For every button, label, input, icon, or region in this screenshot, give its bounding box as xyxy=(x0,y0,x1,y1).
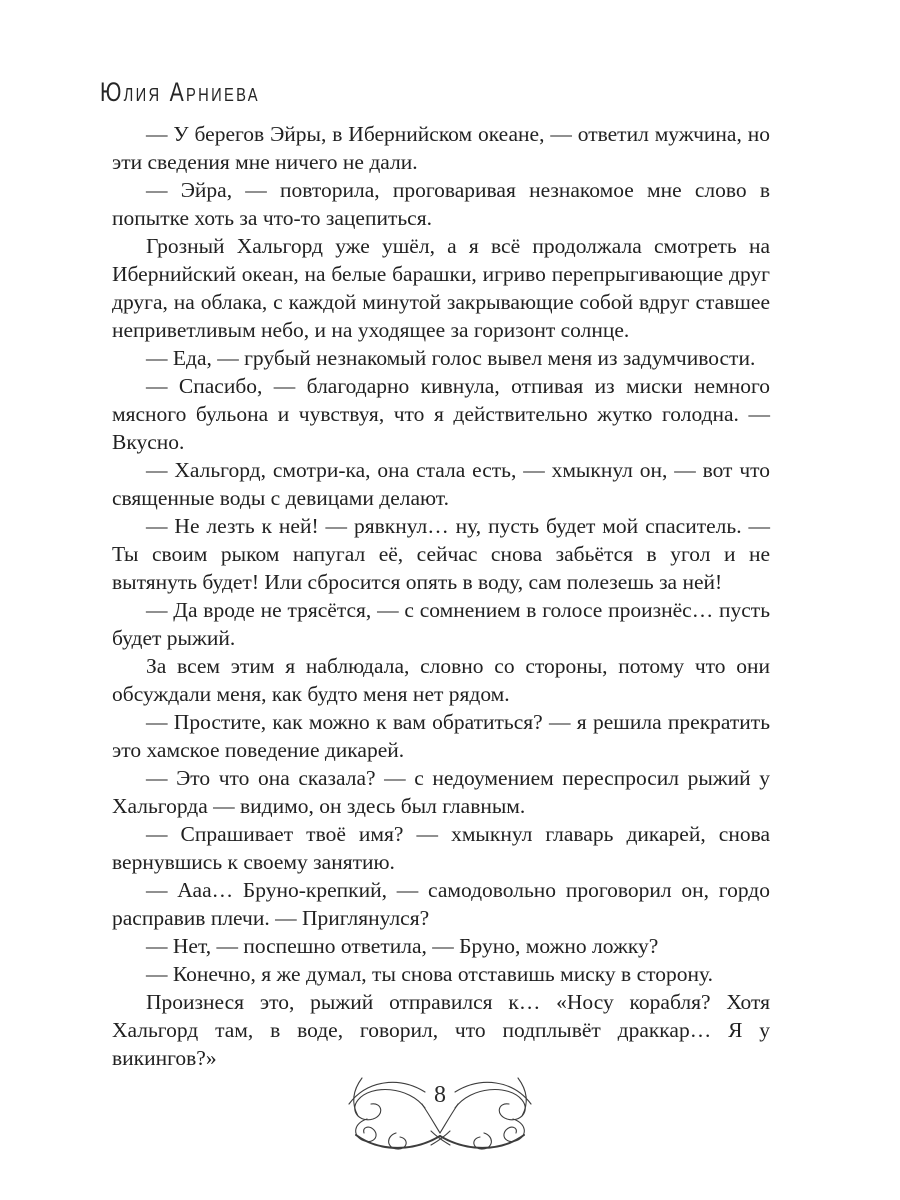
paragraph: — Спасибо, — благодарно кивнула, отпивая из миски немного мясного бульона и чувствуя, что я действительно жутко голодна. — Вкусно. xyxy=(112,374,770,454)
page-text xyxy=(112,120,770,1072)
paragraph: — Простите, как можно к вам обратиться? — я решила прекратить это хамское поведение дикарей. xyxy=(112,710,770,762)
paragraph: Грозный Хальгорд уже ушёл, а я всё продолжала смотреть на Ибернийский океан, на белые барашки, игриво перепрыгивающие друг друга, на облака, с каждой минутой закрывающие собой вдруг ставшее неприветливым небо, и на уходящее за горизонт солнце. xyxy=(112,234,770,342)
paragraph: — Спрашивает твоё имя? — хмыкнул главарь дикарей, снова вернувшись к своему занятию. xyxy=(112,822,770,874)
paragraph: — Конечно, я же думал, ты снова отставишь миску в сторону. xyxy=(146,962,713,986)
paragraph: — Еда, — грубый незнакомый голос вывел меня из задумчивости. xyxy=(146,346,756,370)
paragraph: За всем этим я наблюдала, словно со стороны, потому что они обсуждали меня, как будто меня нет рядом. xyxy=(112,654,770,706)
page-number: 8 xyxy=(434,1082,446,1108)
paragraph: — Эйра, — повторила, проговаривая незнакомое мне слово в попытке хоть за что-то зацепиться. xyxy=(112,178,770,230)
paragraph: — У берегов Эйры, в Ибернийском океане, — ответил мужчина, но эти сведения мне ничего не дали. xyxy=(112,122,770,174)
paragraph: Произнеся это, рыжий отправился к… «Носу корабля? Хотя Хальгорд там, в воде, говорил, что подплывёт драккар… Я у викингов?» xyxy=(112,990,770,1070)
paragraph: — Да вроде не трясётся, — с сомнением в голосе произнёс… пусть будет рыжий. xyxy=(112,598,770,650)
author-header: Юлия Арниева xyxy=(100,76,260,107)
paragraph: — Хальгорд, смотри-ка, она стала есть, — хмыкнул он, — вот что священные воды с девицами делают. xyxy=(112,458,770,510)
paragraph: — Это что она сказала? — с недоумением переспросил рыжий у Хальгорда — видимо, он здесь был главным. xyxy=(112,766,770,818)
paragraph: — Ааа… Бруно-крепкий, — самодовольно проговорил он, гордо расправив плечи. — Приглянулся? xyxy=(112,878,770,930)
page-footer xyxy=(345,1076,535,1156)
paragraph: — Нет, — поспешно ответила, — Бруно, можно ложку? xyxy=(146,934,659,958)
paragraph: — Не лезть к ней! — рявкнул… ну, пусть будет мой спаситель. — Ты своим рыком напугал её, сейчас снова забьётся в угол и не вытянуть будет! Или сбросится опять в воду, сам полезешь за ней! xyxy=(112,514,770,594)
